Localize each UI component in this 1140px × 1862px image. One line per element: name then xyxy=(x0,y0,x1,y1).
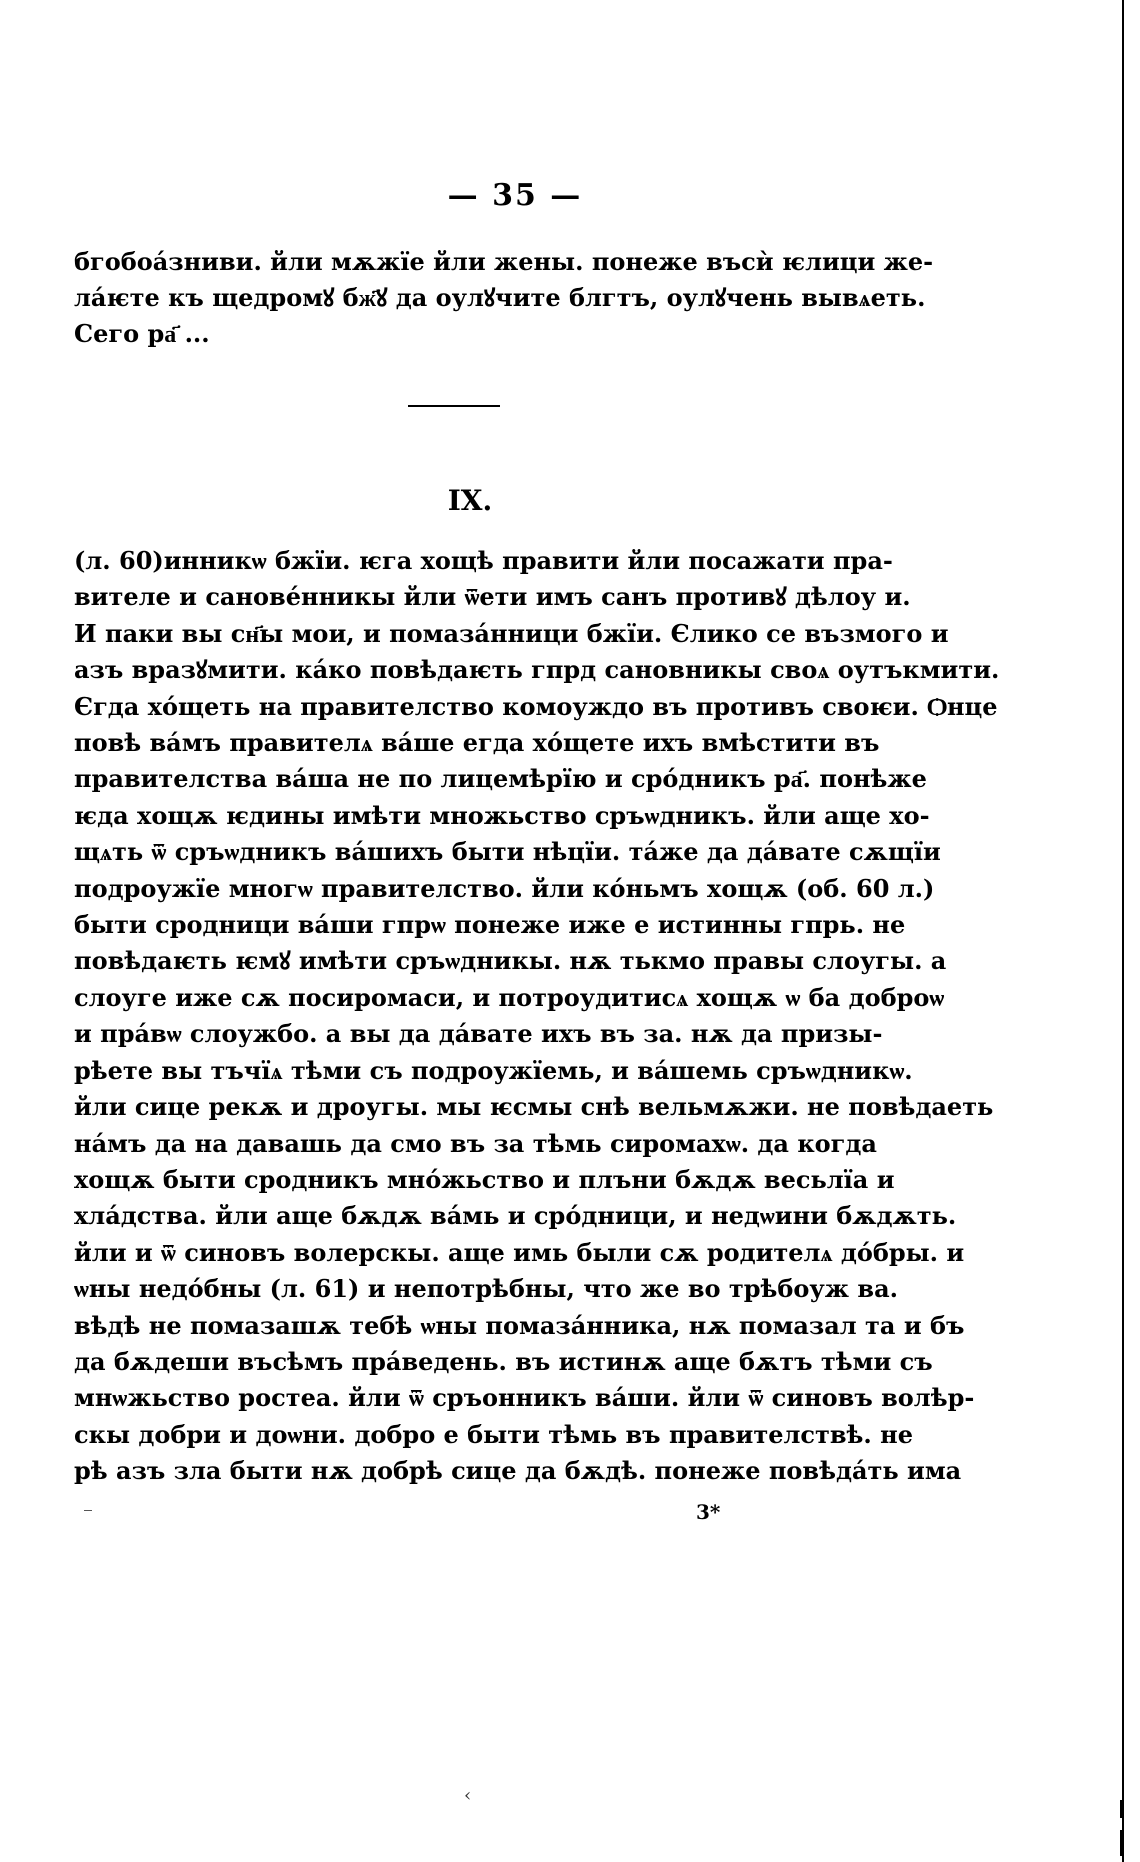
signature-mark: 3* xyxy=(696,1500,721,1524)
bottom-mark: ‹ xyxy=(464,1785,472,1806)
text-line: хощѫ быти сродникъ мно́жьство и плъни бѫдѫ весьлїа и xyxy=(74,1164,895,1194)
text-line: ѡны недо́бны (л. 61) и непотрѣбны, что же во трѣбоуж ва. xyxy=(74,1274,898,1304)
text-line: слоуге иже сѫ посиромаси, и потроудитисѧ хощѫ ѡ ба доброѡ xyxy=(74,982,945,1012)
text-line: Сего ра҃ ... xyxy=(74,319,210,348)
text-line: йли сице рекѫ и дроугы. мы ѥсмы снѣ вельмѫжи. не повѣдаеть xyxy=(74,1092,994,1122)
intro-paragraph xyxy=(74,244,934,352)
text-line: рѣ азъ зла быти нѫ добрѣ сице да бѫдѣ. понеже повѣда́ть има xyxy=(74,1456,962,1486)
text-line: Єгда хо́щеть на правителство комоуждо въ противъ своѥи. Ѻнце xyxy=(74,691,998,721)
text-line: да бѫдеши въсѣмъ пра́ведень. въ истинѫ аще бѫтъ тѣми съ xyxy=(74,1346,933,1376)
text-line: повѣдаѥть ѥмꙋ имѣти сръѡдникы. нѫ тькмо правы слоугы. а xyxy=(74,946,947,976)
page-edge-mark xyxy=(1120,1800,1124,1818)
page-edge-line xyxy=(1122,0,1124,1862)
text-line: подроужїе многѡ правителство. йли ко́ньмъ хощѫ (об. 60 л.) xyxy=(74,873,935,903)
margin-tick xyxy=(84,1510,92,1511)
text-line: И паки вы сн҃ы мои, и помаза́нници бжїи. Єлико се възмого и xyxy=(74,618,949,648)
text-line: азъ вразꙋмити. ка́ко повѣдаѥть гпрд сановникы своѧ оутъкмити. xyxy=(74,655,1000,685)
text-line: повѣ ва́мъ правителѧ ва́ше егда хо́щете ихъ вмѣстити въ xyxy=(74,728,880,758)
text-line: бгобоа́зниви. йли мѫжїе йли жены. понеже въсѝ ѥлици же- xyxy=(74,247,934,276)
text-line: мнѡжьство ростеа. йли ѿ сръонникъ ва́ши. йли ѿ синовъ волѣр- xyxy=(74,1383,975,1413)
text-line: ѥда хощѫ ѥдины имѣти множьство сръѡдникъ. йли аще хо- xyxy=(74,800,930,830)
body-paragraph xyxy=(74,543,1000,1490)
text-line: ла́ѥте къ щедромꙋ бж҃ꙋ да оулꙋчите блгтъ, оулꙋчень вывѧеть. xyxy=(74,283,926,312)
section-divider xyxy=(408,405,500,407)
text-line: йли и ѿ синовъ волерскы. аще имь были сѫ родителѧ до́бры. и xyxy=(74,1237,965,1267)
text-line: щѧть ѿ сръѡдникъ ва́шихъ быти нѣцїи. та́же да да́вате сѫщїи xyxy=(74,837,941,867)
section-heading: IX. xyxy=(447,484,493,517)
text-line: (л. 60)инникѡ бжїи. ѥга хощѣ правити йли посажати пра- xyxy=(74,546,893,575)
text-line: скы добри и доѡни. добро е быти тѣмь въ правителствѣ. не xyxy=(74,1419,913,1449)
text-line: рѣете вы тъчїѧ тѣми съ подроужїемь, и ва́шемь сръѡдникѡ. xyxy=(74,1055,913,1085)
page-edge-mark xyxy=(1120,1830,1124,1856)
text-line: правителства ва́ша не по лицемѣрїю и сро́дникъ ра҃. понѣже xyxy=(74,764,927,794)
page-number: — 35 — xyxy=(447,178,583,213)
text-line: быти сродници ва́ши гпрѡ понеже иже е истинны гпрь. не xyxy=(74,910,906,940)
text-line: на́мъ да на давашь да смо въ за тѣмь сиромахѡ. да когда xyxy=(74,1128,877,1158)
text-line: вѣдѣ не помазашѫ тебѣ ѡны помаза́нника, нѫ помазал та и бъ xyxy=(74,1310,965,1340)
text-line: хла́дства. йли аще бѫдѫ ва́мь и сро́дници, и недѡини бѫдѫть. xyxy=(74,1201,957,1231)
text-line: вителе и санове́нникы йли ѿети имъ санъ противꙋ дѣлоу и. xyxy=(74,582,911,612)
text-line: и пра́вѡ слоужбо. а вы да да́вате ихъ въ за. нѫ да призы- xyxy=(74,1019,883,1049)
